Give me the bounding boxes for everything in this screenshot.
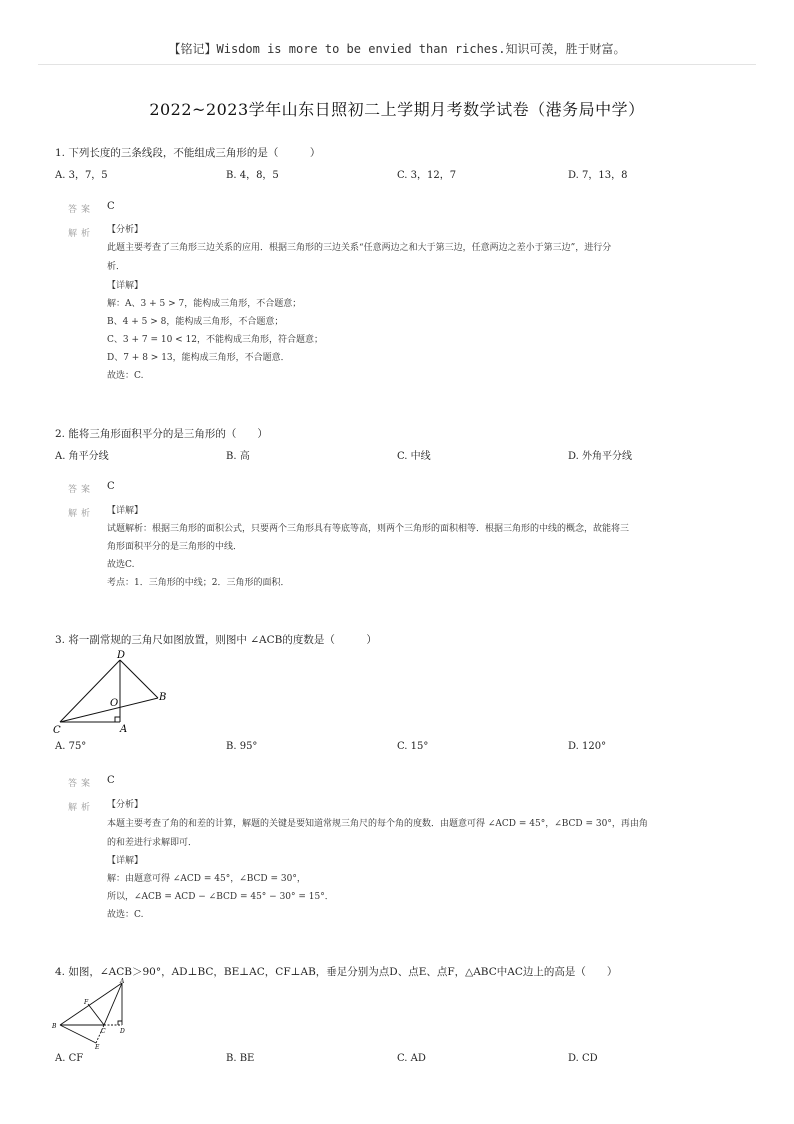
option-b: B. 95° <box>226 741 258 752</box>
analysis-label: 解析 <box>68 509 95 519</box>
option-b: B. 高 <box>226 451 250 462</box>
analysis-line: 故选C. <box>107 560 135 570</box>
point-label-d: D <box>120 1028 125 1035</box>
analysis-line: 【详解】 <box>107 856 144 866</box>
answer-label: 答案 <box>68 485 95 495</box>
option-c: C. 3，12，7 <box>397 170 457 181</box>
altitude-cf <box>88 1004 104 1025</box>
point-label-o: O <box>110 698 119 709</box>
answer-value: C <box>107 775 115 786</box>
answer-label: 答案 <box>68 205 95 215</box>
analysis-line: 考点：1．三角形的中线；2．三角形的面积． <box>107 578 290 588</box>
analysis-line: 【详解】 <box>107 281 144 291</box>
question-stem: 3. 将一副常规的三角尺如图放置，则图中 ∠ACB的度数是（ ） <box>55 634 377 646</box>
analysis-line: B、4 + 5 > 8，能构成三角形，不合题意； <box>107 317 284 327</box>
analysis-line: 解：A、3 + 5 > 7，能构成三角形，不合题意； <box>107 299 302 309</box>
analysis-line: 【分析】 <box>107 225 144 235</box>
question-stem: 4. 如图，∠ACB＞90°，AD⊥BC，BE⊥AC，CF⊥AB，垂足分别为点D、点E、点F，△ABC中AC边上的高是（ ） <box>55 966 618 978</box>
right-angle-mark <box>118 1021 122 1025</box>
option-d: D. 120° <box>568 741 607 752</box>
analysis-line: 析． <box>107 262 126 272</box>
analysis-line: 角形面积平分的是三角形的中线． <box>107 542 243 552</box>
altitude-be <box>60 1025 96 1043</box>
triangle-rulers-figure <box>50 648 180 738</box>
page-motto: 【铭记】Wisdom is more to be envied than riches.知识可羡，胜于财富。 <box>168 42 626 56</box>
point-label-c: C <box>53 725 61 736</box>
point-label-a: A <box>120 978 125 985</box>
point-label-d: D <box>117 650 126 661</box>
analysis-line: 【详解】 <box>107 506 144 516</box>
question-stem: 2. 能将三角形面积平分的是三角形的（ ） <box>55 428 268 440</box>
analysis-line: 【分析】 <box>107 800 144 810</box>
header-divider <box>38 64 756 65</box>
point-label-e: E <box>95 1044 100 1050</box>
point-label-c: C <box>101 1028 106 1035</box>
edge-cd <box>60 660 120 722</box>
analysis-line: C、3 + 7 = 10 < 12，不能构成三角形，符合题意； <box>107 335 324 345</box>
analysis-line: 此题主要考查了三角形三边关系的应用．根据三角形的三边关系“任意两边之和大于第三边，任意两边之差小于第三边”，进行分 <box>107 243 612 253</box>
option-c: C. 15° <box>397 741 429 752</box>
answer-label: 答案 <box>68 779 95 789</box>
answer-value: C <box>107 201 115 212</box>
option-a: A. 75° <box>55 741 87 752</box>
edge-cb <box>60 698 158 722</box>
analysis-line: D、7 + 8 > 13，能构成三角形，不合题意． <box>107 353 290 363</box>
analysis-line: 本题主要考查了角的和差的计算，解题的关键是要知道常规三角尺的每个角的度数．由题意可得 ∠ACD = 45°，∠BCD = 30°，再由角 <box>107 819 648 829</box>
option-a: A. CF <box>55 1053 84 1064</box>
point-label-b: B <box>159 692 167 703</box>
option-b: B. 4，8，5 <box>226 170 279 181</box>
right-angle-mark <box>115 717 120 722</box>
option-a: A. 3，7，5 <box>55 170 108 181</box>
page-title: 2022~2023学年山东日照初二上学期月考数学试卷（港务局中学） <box>149 100 645 119</box>
point-label-a: A <box>120 724 128 735</box>
analysis-label: 解析 <box>68 229 95 239</box>
option-d: D. 外角平分线 <box>568 451 633 462</box>
question-stem: 1. 下列长度的三条线段，不能组成三角形的是（ ） <box>55 147 321 159</box>
triangle-altitudes-figure <box>48 978 138 1050</box>
option-c: C. AD <box>397 1053 426 1064</box>
analysis-line: 故选：C. <box>107 371 144 381</box>
analysis-line: 解：由题意可得 ∠ACD = 45°，∠BCD = 30°， <box>107 874 306 884</box>
edge-db <box>120 660 158 698</box>
analysis-line: 试题解析：根据三角形的面积公式，只要两个三角形具有等底等高，则两个三角形的面积相等．根据三角形的中线的概念，故能将三 <box>107 524 630 534</box>
option-c: C. 中线 <box>397 451 431 462</box>
analysis-label: 解析 <box>68 803 95 813</box>
option-b: B. BE <box>226 1053 255 1064</box>
option-d: D. CD <box>568 1053 598 1064</box>
option-a: A. 角平分线 <box>55 451 109 462</box>
option-d: D. 7，13，8 <box>568 170 628 181</box>
analysis-line: 的和差进行求解即可． <box>107 838 198 848</box>
point-label-b: B <box>52 1023 57 1030</box>
analysis-line: 故选：C. <box>107 910 144 920</box>
answer-value: C <box>107 481 115 492</box>
point-label-f: F <box>84 999 89 1006</box>
analysis-line: 所以，∠ACB = ACD − ∠BCD = 45° − 30° = 15°． <box>107 892 334 902</box>
